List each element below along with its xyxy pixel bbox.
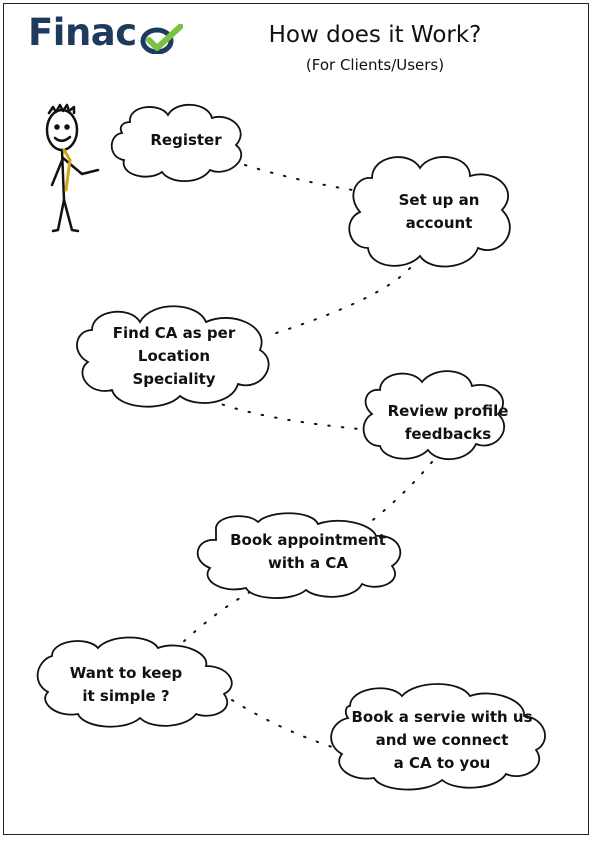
step-book-service: Book a servie with us and we connect a CA to you bbox=[351, 708, 533, 772]
stick-figure-icon bbox=[47, 105, 98, 231]
connector-2 bbox=[270, 268, 410, 335]
step-setup-account: Set up an account bbox=[398, 191, 480, 232]
connector-5 bbox=[180, 592, 250, 645]
connector-1 bbox=[245, 165, 365, 192]
page-title: How does it Work? bbox=[268, 22, 482, 48]
step-find-ca: Find CA as per Location Speciality bbox=[112, 324, 236, 388]
page-subtitle: (For Clients/Users) bbox=[305, 56, 445, 74]
step-book-appointment: Book appointment with a CA bbox=[230, 531, 386, 572]
connector-3 bbox=[210, 400, 370, 430]
step-review-profile: Review profile feedbacks bbox=[387, 402, 509, 443]
step-register: Register bbox=[150, 131, 222, 149]
logo-text: Finac bbox=[28, 11, 137, 54]
step-keep-simple: Want to keep it simple ? bbox=[69, 664, 183, 705]
connector-6 bbox=[232, 700, 335, 748]
connector-4 bbox=[360, 462, 432, 530]
